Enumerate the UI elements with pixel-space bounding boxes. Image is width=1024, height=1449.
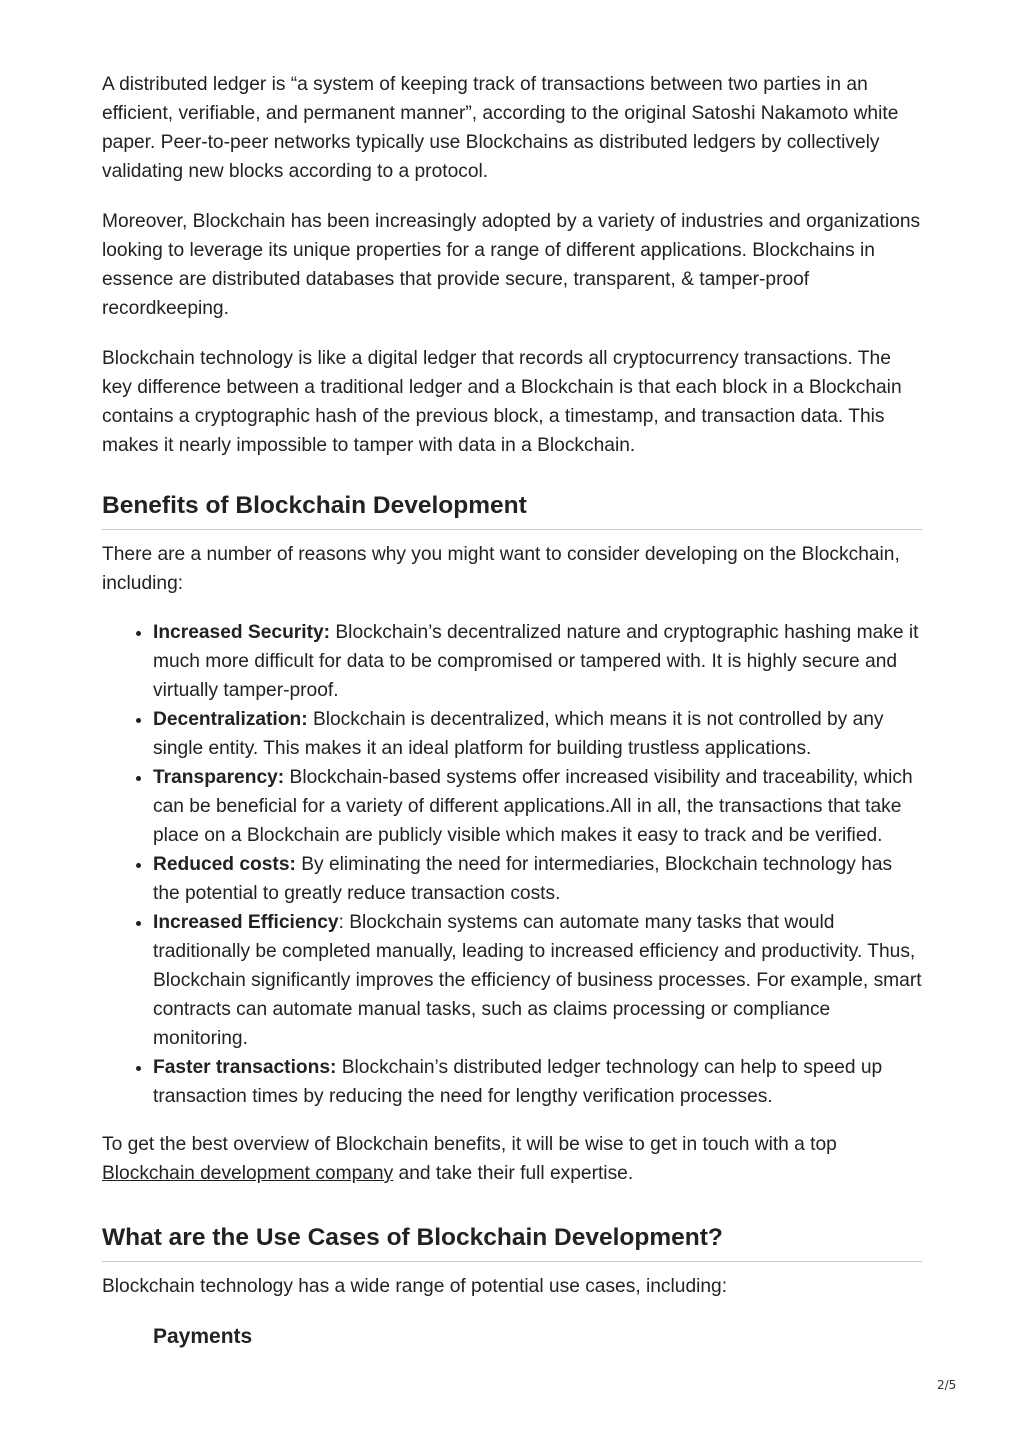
outro-text-after: and take their full expertise.: [393, 1163, 634, 1184]
benefit-term: Increased Security:: [153, 622, 331, 643]
paragraph-adoption: Moreover, Blockchain has been increasingly adopted by a variety of industries and organizations looking to leverage its unique properties for a range of different applications. Blockchains in essence are distributed databases that provide secure, transparent, & tamper-proof recordkeeping.: [102, 211, 921, 319]
list-item: [153, 705, 922, 763]
heading-use-cases: What are the Use Cases of Blockchain Development?: [102, 1222, 922, 1262]
benefit-term: Reduced costs:: [153, 854, 296, 875]
list-item: [153, 850, 922, 908]
benefit-text: Blockchain is decentralized, which means it is not controlled by any single entity. This makes it an ideal platform for building trustless applications.: [153, 709, 884, 759]
use-cases-intro: Blockchain technology has a wide range of potential use cases, including:: [102, 1276, 728, 1297]
list-item: [153, 763, 922, 850]
subheading-payments: Payments: [153, 1325, 253, 1348]
benefit-text: Blockchain’s decentralized nature and cryptographic hashing make it much more difficult for data to be compromised or tampered with. It is highly secure and virtually tamper-proof.: [153, 622, 919, 701]
benefit-text: : Blockchain systems can automate many tasks that would traditionally be completed manually, leading to increased efficiency and productivity. Thus, Blockchain significantly improves the efficiency of business processes. For example, smart contracts can automate manual tasks, such as claims processing or compliance monitoring.: [153, 912, 922, 1049]
document-page: [102, 70, 922, 1352]
benefit-text: By eliminating the need for intermediaries, Blockchain technology has the potential to greatly reduce transaction costs.: [153, 854, 893, 904]
paragraph-digital-ledger: Blockchain technology is like a digital ledger that records all cryptocurrency transactions. The key difference between a traditional ledger and a Blockchain is that each block in a Blockchain contains a cryptographic hash of the previous block, a timestamp, and transaction data. This makes it nearly impossible to tamper with data in a Blockchain.: [102, 348, 902, 456]
benefit-text: Blockchain-based systems offer increased visibility and traceability, which can be beneficial for a variety of different applications.All in all, the transactions that take place on a Blockchain are publicly visible which makes it easy to track and be verified.: [153, 767, 913, 846]
list-item: [153, 908, 922, 1053]
benefit-term: Transparency:: [153, 767, 285, 788]
benefit-term: Decentralization:: [153, 709, 308, 730]
benefits-list: [102, 618, 922, 1111]
benefits-intro: There are a number of reasons why you might want to consider developing on the Blockchain, including:: [102, 544, 900, 594]
list-item: [153, 1053, 922, 1111]
list-item: [153, 618, 922, 705]
benefit-term: Faster transactions:: [153, 1057, 337, 1078]
heading-benefits: Benefits of Blockchain Development: [102, 490, 922, 530]
page-number: 2/5: [937, 1378, 957, 1392]
blockchain-company-link[interactable]: Blockchain development company: [102, 1163, 394, 1184]
paragraph-distributed-ledger: A distributed ledger is “a system of keeping track of transactions between two parties in an efficient, verifiable, and permanent manner”, according to the original Satoshi Nakamoto white paper. Peer-to-peer networks typically use Blockchains as distributed ledgers by collectively validating new blocks according to a protocol.: [102, 74, 899, 182]
benefit-term: Increased Efficiency: [153, 912, 339, 933]
benefits-outro: [102, 1130, 922, 1188]
benefit-text: Blockchain’s distributed ledger technology can help to speed up transaction times by reducing the need for lengthy verification processes.: [153, 1057, 883, 1107]
outro-text-before: To get the best overview of Blockchain benefits, it will be wise to get in touch with a top: [102, 1134, 837, 1155]
